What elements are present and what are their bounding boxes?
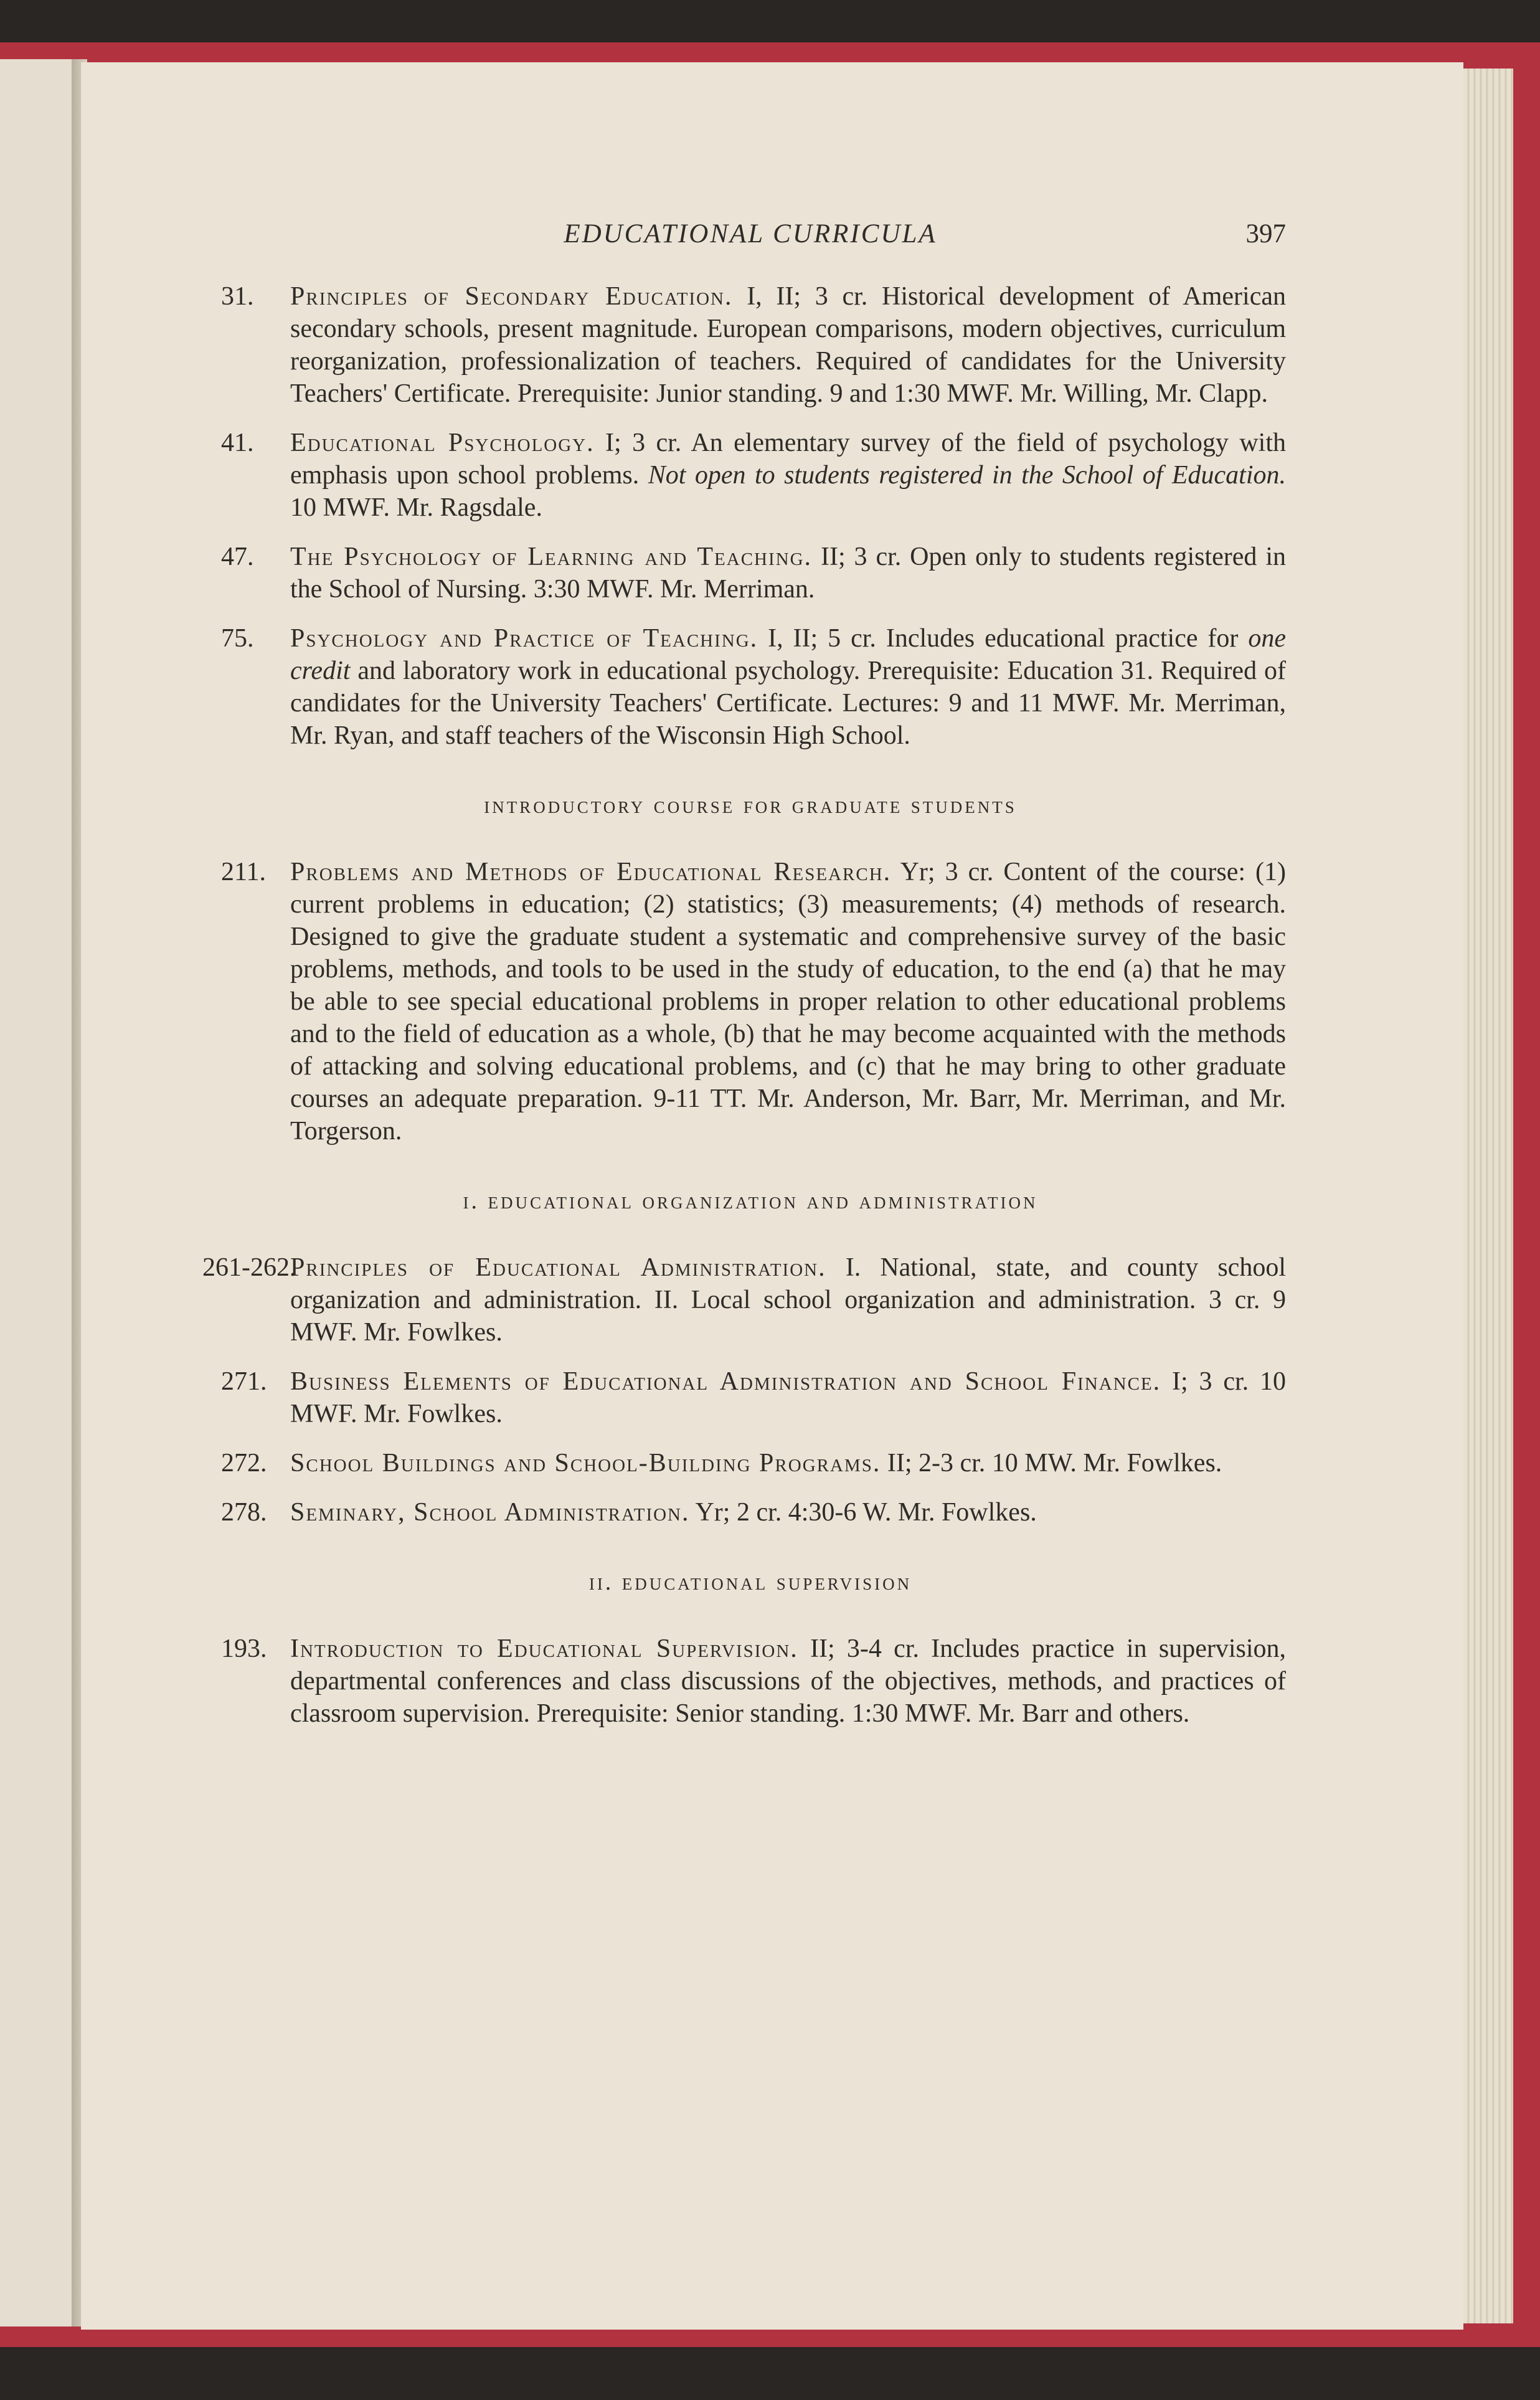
course-number: 278. — [221, 1498, 267, 1527]
course-entry — [215, 622, 1286, 752]
course-description: I, II; 3 cr. Historical development of American secondary schools, present magnitude. European comparisons, modern objectives, curriculum reorganization, professionalization of teachers. Required of candidates for the University Teachers' Certificate. Prerequisite: Junior standing. 9 and 1:30 MWF. Mr. Willing, Mr. Clapp. — [290, 282, 1286, 408]
course-entry — [215, 1447, 1286, 1479]
course-number: 31. — [221, 282, 254, 311]
course-number: 47. — [221, 543, 254, 571]
course-description: II; 3 cr. Open only to students registered in the School of Nursing. 3:30 MWF. Mr. Merriman. — [290, 543, 1287, 604]
page-content — [202, 218, 1287, 1747]
course-title: Introduction to Educational Supervision. — [290, 1634, 798, 1663]
course-description: I. National, state, and county school organization and administration. II. Local school organization and administration. 3 cr. 9 MWF. Mr. Fowlkes. — [290, 1253, 1286, 1347]
course-description: II; 2-3 cr. 10 MW. Mr. Fowlkes. — [881, 1449, 1222, 1477]
section-heading: i. educational organization and administration — [463, 1188, 1038, 1214]
course-note: Not open to students registered in the School of Education. — [648, 461, 1287, 490]
course-note: one credit — [290, 624, 1286, 685]
course-entry — [215, 1365, 1286, 1430]
course-title: Educational Psychology. — [290, 429, 595, 457]
course-title: School Buildings and School-Building Programs. — [290, 1449, 881, 1477]
course-entry — [202, 1251, 1286, 1349]
course-description-continued: 10 MWF. Mr. Ragsdale. — [290, 493, 542, 522]
course-title: Business Elements of Educational Administration and School Finance. — [290, 1367, 1161, 1396]
course-title: The Psychology of Learning and Teaching. — [290, 543, 813, 571]
running-title: EDUCATIONAL CURRICULA — [564, 219, 937, 249]
course-entry — [215, 280, 1286, 410]
course-title: Psychology and Practice of Teaching. — [290, 624, 758, 653]
course-number: 75. — [221, 624, 254, 653]
section-heading: ii. educational supervision — [588, 1569, 912, 1595]
course-description: I; 3 cr. An elementary survey of the field of psychology with emphasis upon school problems. — [290, 429, 1286, 490]
course-title: Principles of Secondary Education. — [290, 282, 733, 311]
course-description: II; 3-4 cr. Includes practice in supervision, departmental conferences and class discussions of the objectives, methods, and practices of classroom supervision. Prerequisite: Senior standing. 1:30 MWF. Mr. Barr and others. — [290, 1634, 1287, 1728]
left-page-edge — [0, 59, 72, 2326]
course-description: Yr; 2 cr. 4:30-6 W. Mr. Fowlkes. — [689, 1498, 1037, 1527]
page-number: 397 — [1245, 219, 1286, 249]
course-number: 271. — [221, 1367, 267, 1396]
course-title: Problems and Methods of Educational Research. — [290, 858, 892, 886]
course-entry — [215, 856, 1286, 1147]
course-description: I, II; 5 cr. Includes educational practice for — [758, 624, 1249, 653]
course-description: Yr; 3 cr. Content of the course: (1) current problems in education; (2) statistics; (3) measurements; (4) methods of research. Designed to give the graduate student a systematic and comprehensive survey of the basic problems, methods, and tools to be used in the study of education, to the end (a) that he may be able to see special educational problems in proper relation to other educational problems and to the field of education as a whole, (b) that he may become acquainted with the methods of attacking and solving educational problems, and (c) that he may bring to other graduate courses an adequate preparation. 9-11 TT. Mr. Anderson, Mr. Barr, Mr. Merriman, and Mr. Torgerson. — [290, 858, 1286, 1145]
course-description-continued: and laboratory work in educational psychology. Prerequisite: Education 31. Required of candidates for the University Teachers' Certificate. Lectures: 9 and 11 MWF. Mr. Merriman, Mr. Ryan, and staff teachers of the Wisconsin High School. — [290, 657, 1286, 750]
course-number: 41. — [221, 429, 254, 457]
course-number: 261-262. — [202, 1253, 296, 1282]
page-header — [215, 218, 1286, 262]
course-entry — [215, 1633, 1286, 1730]
section-heading: introductory course for graduate students — [484, 792, 1017, 818]
course-entry — [215, 541, 1286, 605]
course-number: 211. — [221, 858, 266, 886]
course-title: Seminary, School Administration. — [290, 1498, 690, 1527]
course-entry — [215, 1496, 1286, 1529]
page-edges — [1463, 69, 1513, 2323]
course-number: 272. — [221, 1449, 267, 1477]
course-description: I; 3 cr. 10 MWF. Mr. Fowlkes. — [290, 1367, 1286, 1428]
course-number: 193. — [221, 1634, 267, 1663]
course-entry — [215, 427, 1286, 524]
course-title: Principles of Educational Administration. — [290, 1253, 826, 1282]
